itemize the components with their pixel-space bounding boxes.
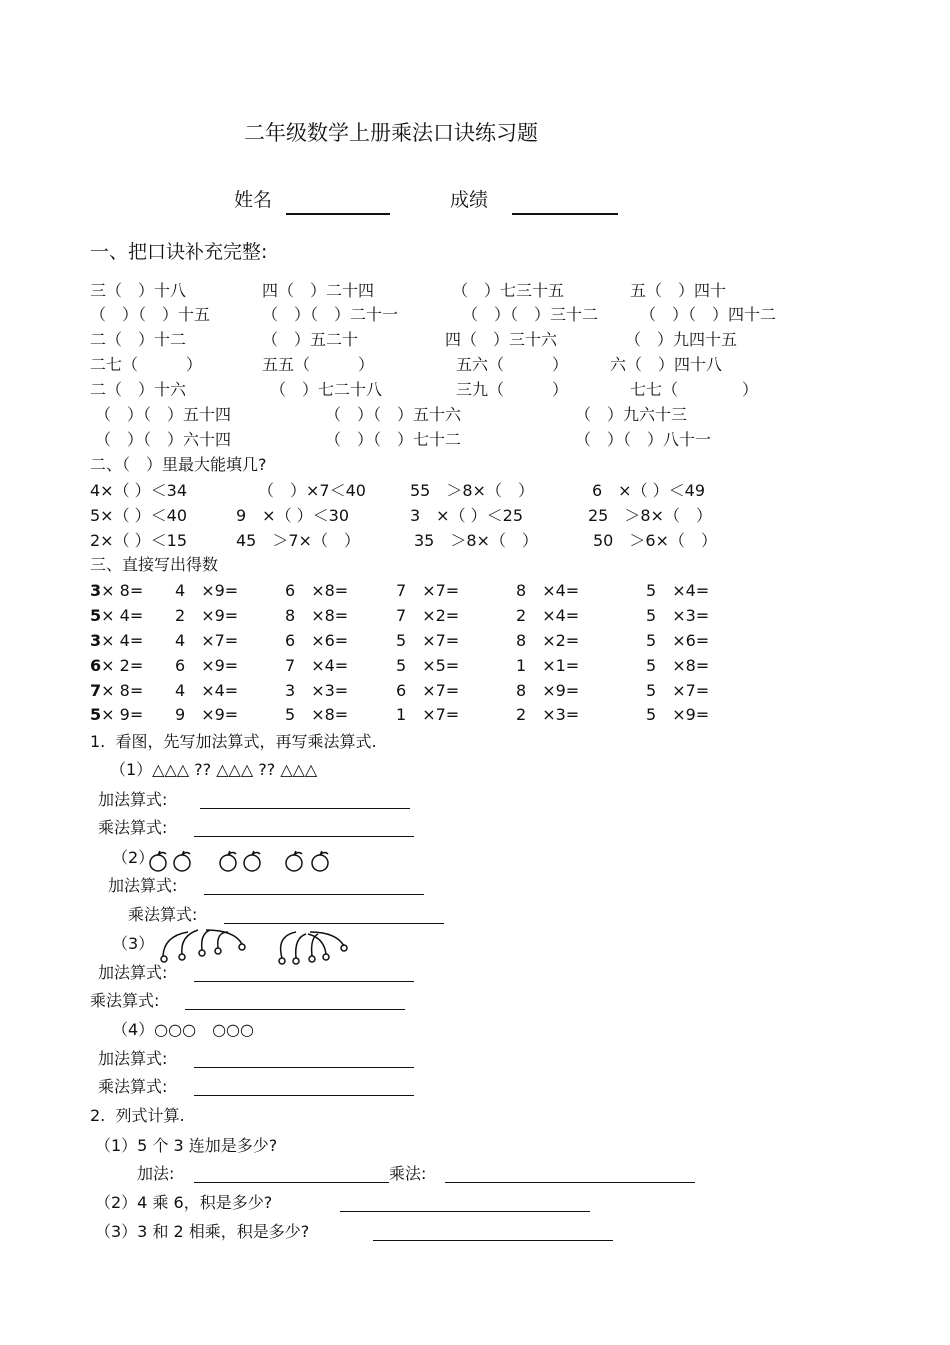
p2-q1-mul-label: 乘法: — [389, 1164, 427, 1183]
apple-icon — [286, 851, 302, 871]
calc-item: 6 ×6= — [285, 631, 349, 650]
calc-item: 5 ×4= — [646, 581, 710, 600]
calc-item: 5 ×8= — [646, 656, 710, 675]
calc-item: 4 ×7= — [175, 631, 239, 650]
p2-q1: （1）5 个 3 连加是多少? — [95, 1136, 278, 1155]
mul-label: 乘法算式: — [98, 1077, 168, 1096]
calc-item: 2 ×4= — [516, 606, 580, 625]
fill-item: （ ）（ ）四十二 — [640, 305, 777, 324]
calc-item: 5 ×5= — [396, 656, 460, 675]
answer-blank[interactable] — [200, 808, 410, 809]
section1-heading: 一、把口诀补充完整: — [90, 241, 268, 263]
calc-item: 5 ×7= — [646, 681, 710, 700]
inequality-item: 3 ×（ ）＜25 — [410, 506, 524, 525]
fill-item: （ ）（ ）五十四 — [95, 405, 232, 424]
inequality-item: 2×（ ）＜15 — [90, 531, 188, 550]
fill-item: （ ）九四十五 — [625, 330, 738, 349]
fill-item: （ ）九六十三 — [575, 405, 688, 424]
calc-item: 7× 8= — [90, 681, 144, 700]
q3-label: （3） — [112, 934, 155, 953]
calc-item: 5 ×3= — [646, 606, 710, 625]
fill-item: 五五（ ） — [262, 355, 375, 374]
section2-heading: 二、（ ）里最大能填几? — [90, 455, 267, 474]
calc-item: 8 ×8= — [285, 606, 349, 625]
calc-item: 7 ×2= — [396, 606, 460, 625]
apples-illustration — [146, 850, 336, 876]
fill-item: （ ）（ ）十五 — [90, 305, 211, 324]
inequality-item: 35 ＞8×（ ） — [414, 531, 538, 550]
answer-blank[interactable] — [224, 923, 444, 924]
fill-item: 二七（ ） — [90, 355, 203, 374]
answer-blank[interactable] — [194, 836, 414, 837]
calc-item: 5× 4= — [90, 606, 144, 625]
p2-q3: （3）3 和 2 相乘，积是多少? — [95, 1222, 310, 1241]
fill-item: 二（ ）十六 — [90, 380, 187, 399]
calc-item: 9 ×9= — [175, 705, 239, 724]
apple-icon — [220, 851, 236, 871]
q1-triangles: （1）△△△ ?? △△△ ?? △△△ — [110, 760, 318, 779]
fill-item: （ ）七二十八 — [270, 380, 383, 399]
fill-item: （ ）（ ）五十六 — [325, 405, 462, 424]
calc-item: 5 ×7= — [396, 631, 460, 650]
fill-item: （ ）（ ）六十四 — [95, 430, 232, 449]
mul-label: 乘法算式: — [128, 905, 198, 924]
section3-heading: 三、直接写出得数 — [90, 555, 219, 574]
mul-label: 乘法算式: — [90, 991, 160, 1010]
inequality-item: 55 ＞8×（ ） — [410, 481, 534, 500]
answer-blank[interactable] — [194, 1182, 389, 1183]
p2-q2: （2）4 乘 6，积是多少? — [95, 1193, 273, 1212]
score-blank[interactable] — [512, 213, 618, 215]
calc-item: 7 ×4= — [285, 656, 349, 675]
answer-blank[interactable] — [194, 981, 414, 982]
name-label: 姓名 — [234, 189, 273, 211]
apple-icon — [312, 851, 328, 871]
name-blank[interactable] — [286, 213, 390, 215]
calc-item: 2 ×9= — [175, 606, 239, 625]
add-label: 加法算式: — [108, 876, 178, 895]
lollipops-illustration — [158, 926, 353, 966]
fill-item: 二（ ）十二 — [90, 330, 187, 349]
inequality-item: （ ）×7＜40 — [258, 481, 366, 500]
add-label: 加法算式: — [98, 963, 168, 982]
calc-item: 5 ×9= — [646, 705, 710, 724]
fill-item: （ ）（ ）三十二 — [462, 305, 599, 324]
inequality-item: 5×（ ）＜40 — [90, 506, 188, 525]
inequality-item: 9 ×（ ）＜30 — [236, 506, 350, 525]
calc-item: 1 ×7= — [396, 705, 460, 724]
fill-item: （ ）（ ）七十二 — [325, 430, 462, 449]
inequality-item: 50 ＞6×（ ） — [593, 531, 717, 550]
score-label: 成绩 — [450, 189, 489, 211]
q2-label: （2） — [112, 848, 155, 867]
inequality-item: 45 ＞7×（ ） — [236, 531, 360, 550]
fill-item: 六（ ）四十八 — [610, 355, 723, 374]
calc-item: 6× 2= — [90, 656, 144, 675]
calc-item: 1 ×1= — [516, 656, 580, 675]
answer-blank[interactable] — [340, 1211, 590, 1212]
calc-item: 3× 8= — [90, 581, 144, 600]
fill-item: （ ）七三十五 — [452, 281, 565, 300]
calc-item: 5× 9= — [90, 705, 144, 724]
inequality-item: 4×（ ）＜34 — [90, 481, 188, 500]
calc-item: 4 ×9= — [175, 581, 239, 600]
fill-item: 三九（ ） — [456, 380, 569, 399]
inequality-item: 25 ＞8×（ ） — [588, 506, 712, 525]
calc-item: 6 ×9= — [175, 656, 239, 675]
calc-item: 8 ×9= — [516, 681, 580, 700]
fill-item: 七七（ ） — [630, 380, 759, 399]
answer-blank[interactable] — [204, 894, 424, 895]
page-title: 二年级数学上册乘法口诀练习题 — [244, 121, 538, 145]
calc-item: 3× 4= — [90, 631, 144, 650]
answer-blank[interactable] — [445, 1182, 695, 1183]
calc-item: 5 ×6= — [646, 631, 710, 650]
answer-blank[interactable] — [185, 1009, 405, 1010]
fill-item: 三（ ）十八 — [90, 281, 187, 300]
calc-item: 7 ×7= — [396, 581, 460, 600]
answer-blank[interactable] — [373, 1240, 613, 1241]
answer-blank[interactable] — [194, 1067, 414, 1068]
part2-heading: 2. 列式计算. — [90, 1106, 185, 1125]
calc-item: 8 ×4= — [516, 581, 580, 600]
calc-item: 2 ×3= — [516, 705, 580, 724]
answer-blank[interactable] — [194, 1095, 414, 1096]
fill-item: 四（ ）二十四 — [262, 281, 375, 300]
mul-label: 乘法算式: — [98, 818, 168, 837]
q4-circles: （4）○○○ ○○○ — [112, 1020, 254, 1039]
fill-item: 四（ ）三十六 — [445, 330, 558, 349]
fill-item: 五六（ ） — [456, 355, 569, 374]
calc-item: 6 ×7= — [396, 681, 460, 700]
calc-item: 6 ×8= — [285, 581, 349, 600]
fill-item: 五（ ）四十 — [630, 281, 727, 300]
p2-q1-add-label: 加法: — [137, 1164, 175, 1183]
calc-item: 5 ×8= — [285, 705, 349, 724]
apple-icon — [150, 851, 166, 871]
apple-icon — [174, 851, 190, 871]
calc-item: 8 ×2= — [516, 631, 580, 650]
calc-item: 3 ×3= — [285, 681, 349, 700]
fill-item: （ ）（ ）八十一 — [575, 430, 712, 449]
apple-icon — [244, 851, 260, 871]
add-label: 加法算式: — [98, 1049, 168, 1068]
part1-heading: 1. 看图，先写加法算式，再写乘法算式. — [90, 732, 377, 751]
add-label: 加法算式: — [98, 790, 168, 809]
inequality-item: 6 ×（ ）＜49 — [592, 481, 706, 500]
fill-item: （ ）（ ）二十一 — [262, 305, 399, 324]
fill-item: （ ）五二十 — [262, 330, 359, 349]
calc-item: 4 ×4= — [175, 681, 239, 700]
